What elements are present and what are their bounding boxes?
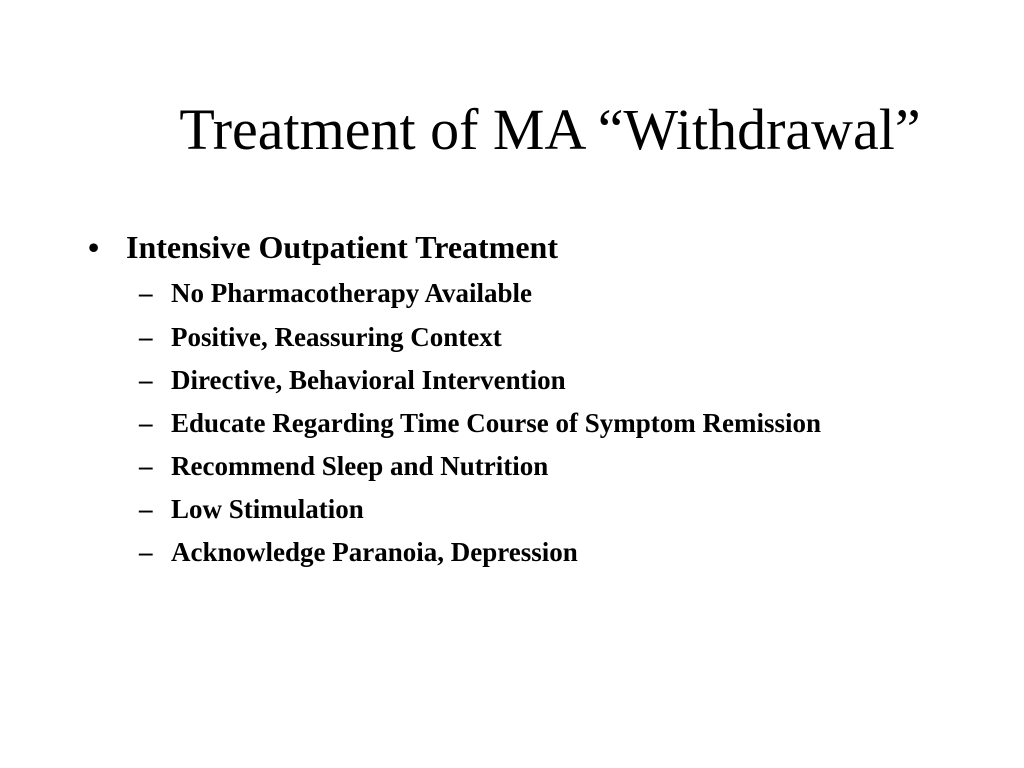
sub-bullet-item: [88, 490, 948, 529]
bullet-list: [88, 228, 948, 576]
sub-bullet-text: Acknowledge Paranoia, Depression: [171, 537, 578, 568]
slide-title: Treatment of MA “Withdrawal”: [179, 97, 921, 162]
sub-bullet-text: Recommend Sleep and Nutrition: [171, 450, 549, 481]
sub-bullet-text: No Pharmacotherapy Available: [171, 278, 532, 309]
sub-bullet-item: [88, 533, 948, 572]
sub-bullet-text: Positive, Reassuring Context: [171, 321, 502, 352]
sub-bullet-text: Educate Regarding Time Course of Symptom Remission: [171, 407, 822, 438]
sub-bullet-item: [88, 274, 948, 313]
bullet-marker: •: [88, 229, 100, 265]
sub-bullet-list: [88, 274, 948, 572]
sub-bullet-container: [88, 274, 948, 572]
dash-marker: –: [139, 450, 153, 481]
dash-marker: –: [139, 537, 153, 568]
dash-marker: –: [139, 494, 153, 525]
bullet-text: Intensive Outpatient Treatment: [126, 229, 558, 265]
dash-marker: –: [139, 407, 153, 438]
sub-bullet-item: [88, 361, 948, 400]
dash-marker: –: [139, 364, 153, 395]
dash-marker: –: [139, 321, 153, 352]
sub-bullet-item: [88, 404, 948, 443]
sub-bullet-text: Directive, Behavioral Intervention: [171, 364, 566, 395]
sub-bullet-item: [88, 318, 948, 357]
dash-marker: –: [139, 278, 153, 309]
bullet-item: [88, 228, 948, 266]
sub-bullet-text: Low Stimulation: [171, 494, 364, 525]
sub-bullet-item: [88, 447, 948, 486]
